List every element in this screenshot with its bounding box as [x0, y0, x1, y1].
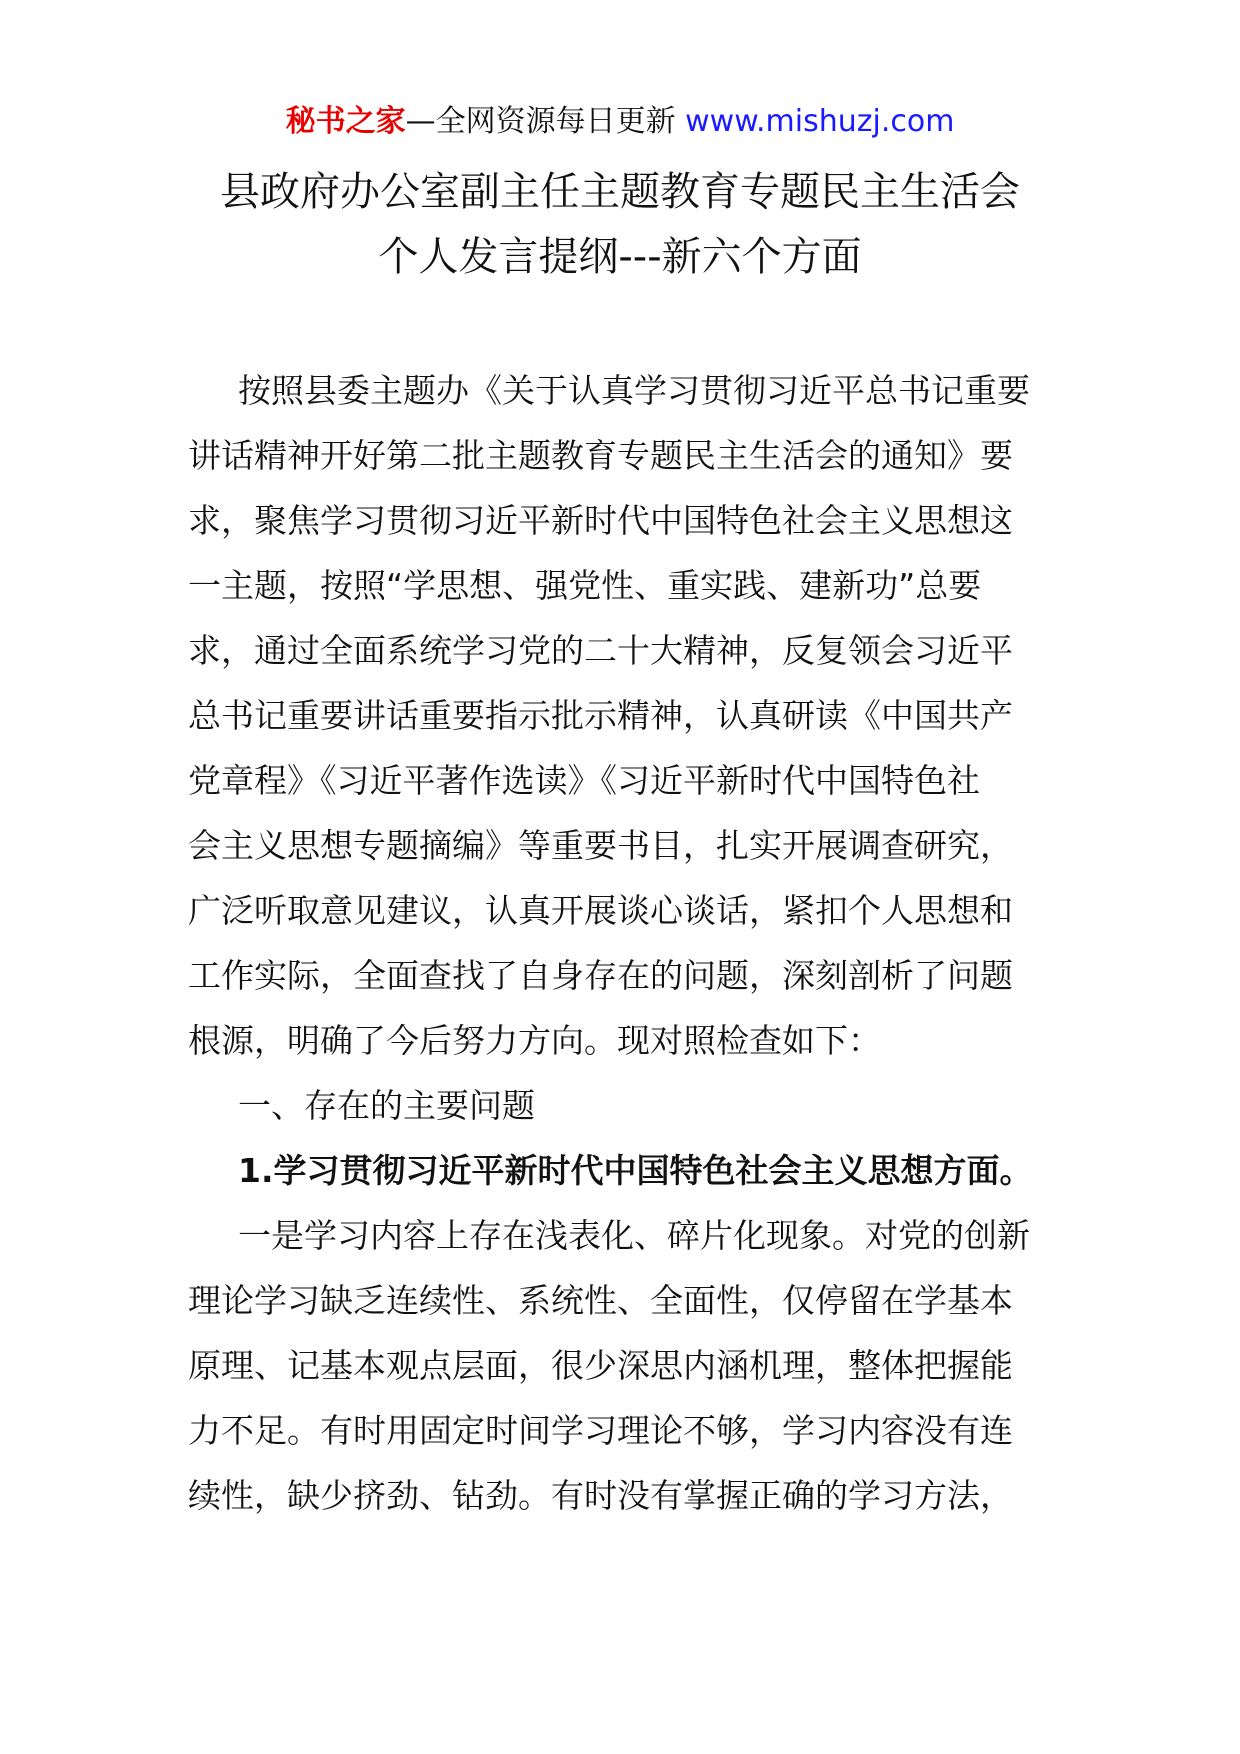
body-line: 按照县委主题办《关于认真学习贯彻习近平总书记重要: [238, 371, 1030, 410]
site-brand: 秘书之家: [285, 104, 406, 139]
site-url-link[interactable]: www.mishuzj.com: [685, 104, 955, 139]
body-line: 求，通过全面系统学习党的二十大精神，反复领会习近平: [188, 631, 1013, 670]
subsection-heading: 1.学习贯彻习近平新时代中国特色社会主义思想方面。: [238, 1151, 1033, 1190]
body-line: 讲话精神开好第二批主题教育专题民主生活会的通知》要: [188, 436, 1013, 475]
document-title-line-1: 县政府办公室副主任主题教育专题民主生活会: [220, 169, 1020, 215]
body-line: 根源，明确了今后努力方向。现对照检查如下：: [188, 1021, 881, 1060]
body-line: 一是学习内容上存在浅表化、碎片化现象。对党的创新: [238, 1216, 1030, 1255]
body-line: 广泛听取意见建议，认真开展谈心谈话，紧扣个人思想和: [188, 891, 1013, 930]
body-line: 工作实际，全面查找了自身存在的问题，深刻剖析了问题: [188, 956, 1013, 995]
site-slogan: —全网资源每日更新: [405, 104, 676, 139]
body-line: 原理、记基本观点层面，很少深思内涵机理，整体把握能: [188, 1346, 1013, 1385]
body-line: 党章程》《习近平著作选读》《习近平新时代中国特色社: [188, 761, 980, 800]
document-title-line-2: 个人发言提纲---新六个方面: [378, 234, 862, 280]
body-line: 求，聚焦学习贯彻习近平新时代中国特色社会主义思想这: [188, 501, 1013, 540]
body-line: 力不足。有时用固定时间学习理论不够，学习内容没有连: [188, 1411, 1013, 1450]
section-heading: 一、存在的主要问题: [238, 1086, 535, 1125]
document-body: [188, 358, 1058, 1528]
body-line: 理论学习缺乏连续性、系统性、全面性，仅停留在学基本: [188, 1281, 1013, 1320]
body-line: 总书记重要讲话重要指示批示精神，认真研读《中国共产: [188, 696, 1013, 735]
body-line: 续性，缺少挤劲、钻劲。有时没有掌握正确的学习方法，: [188, 1476, 1013, 1515]
body-line: 会主义思想专题摘编》等重要书目，扎实开展调查研究，: [188, 826, 1013, 865]
site-header: [0, 100, 1240, 144]
body-line: 一主题，按照“学思想、强党性、重实践、建新功”总要: [188, 566, 982, 605]
